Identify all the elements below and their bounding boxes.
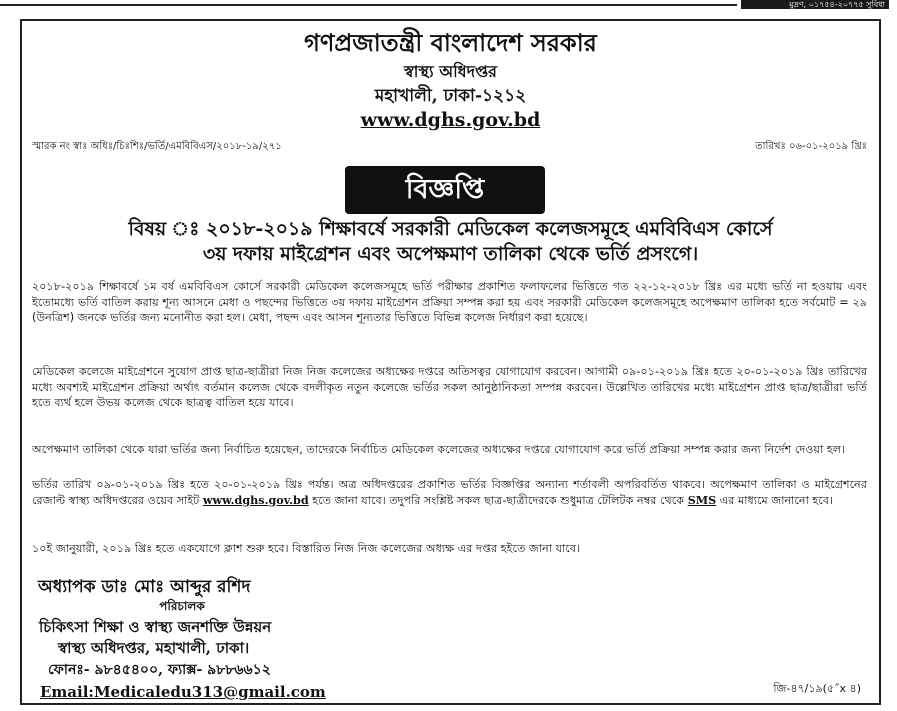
p4-text-a: ভর্তির তারিখ ০৯-০১-২০১৯ খ্রিঃ হতে ২০-০১-২০১৯ খ্রিঃ পর্যন্ত। অত্র অধিদপ্তরের প্রকাশিত ভর্তির বিজ্ঞপ্তির অন্যান্য শর্তাবলী অপরিবর্তিত থাকবে। অপেক্ষমাণ তালিকা ও মাইগ্রেশনের রেজাল্ট স্বাস্থ্য অধিদপ্তরের ওয়েব সাইট [32,478,867,507]
notice-label: বিজ্ঞপ্তি [345,166,545,214]
p4-text-b: হতে জানা যাবে। তদুপরি সংশ্লিষ্ট সকল ছাত্র-ছাত্রীদেরকে শুধুমাত্র টেলিটক নম্বর থেকে [308,493,688,507]
top-rule [0,4,737,6]
signatory-name: অধ্যাপক ডাঃ মোঃ আব্দুর রশিদ [38,577,251,597]
subject-line-2: ৩য় দফায় মাইগ্রেশন এবং অপেক্ষমাণ তালিকা থেকে ভর্তি প্রসংগে। [202,243,699,265]
signatory-unit: চিকিৎসা শিক্ষা ও স্বাস্থ্য জনশক্তি উন্নয়ন [39,618,272,636]
department-name: স্বাস্থ্য অধিদপ্তর [404,62,497,81]
paragraph-selection: ২০১৮-২০১৯ শিক্ষাবর্ষে ১ম বর্ষ এমবিবিএস কোর্সে সরকারী মেডিকেল কলেজসমূহে ভর্তি পরীক্ষার প্রকাশিত ফলাফলের ভিত্তিতে গত ২২-১২-২০১৮ খ্রিঃ এর মধ্যে ভর্তি না হওয়ায় এবং ইতোমধ্যে ভর্তি বাতিল করায় শূন্য আসনে মেধা ও পছন্দের ভিত্তিতে ৩য় দফায় মাইগ্রেশন প্রক্রিয়া সম্পন্ন করা হয় এবং সরকারী মেডিকেল কলেজসমূহে অপেক্ষমাণ তালিকা হতে সর্বমোট = ২৯ (উনত্রিশ) জনকে ভর্তির জন্য মনোনীত করা হল। মেধা, পছন্দ এবং আসন শূন্যতার ভিত্তিতে বিভিন্ন কলেজ নির্ধারণ করা হয়েছে। [32,280,867,325]
office-address: মহাখালী, ঢাকা-১২১২ [374,86,527,106]
top-strip [0,0,897,12]
website-link[interactable]: www.dghs.gov.bd [360,109,541,131]
results-website-link[interactable]: www.dghs.gov.bd [202,492,309,507]
ad-code: জি-৪৭/১৯(৫˝x ৪) [773,682,861,695]
website-heading [22,108,879,132]
paragraph-migration: মেডিকেল কলেজে মাইগ্রেশনে সুযোগ প্রাপ্ত ছাত্র-ছাত্রীরা নিজ নিজ কলেজের অধ্যক্ষের দপ্তরে অতিসত্বর যোগাযোগ করবেন। আগামী ০৯-০১-২০১৯ খ্রিঃ হতে ২০-০১-২০১৯ খ্রিঃ তারিখের মধ্যে অবশ্যই মাইগ্রেশন প্রক্রিয়া অর্থাৎ বর্তমান কলেজ থেকে বদলীকৃত নতুন কলেজে ভর্তির সকল আনুষ্ঠানিকতা সম্পন্ন করবেন। উল্লেখিত তারিখের মধ্যে মাইগ্রেশন প্রাপ্ত ছাত্র/ছাত্রীরা ভর্তি হতে ব্যর্থ হলে উভয় কলেজ থেকে ছাত্রত্ব বাতিল হয়ে যাবে। [32,365,867,410]
contact-email-link[interactable]: Email:Medicaledu313@gmail.com [40,683,326,701]
signatory-designation: পরিচালক [159,599,205,613]
sms-label: SMS [687,492,717,507]
subject-heading [32,217,869,267]
paragraph-waiting-list: অপেক্ষমাণ তালিকা থেকে যারা ভর্তির জন্য নির্বাচিত হয়েছেন, তাদেরকে নির্বাচিত মেডিকেল কলেজের অধ্যক্ষের দপ্তরে যোগাযোগ করে ভর্তি প্রক্রিয়া সম্পন্ন করার জন্য নির্দেশ দেওয়া হল। [32,443,846,456]
paragraph-class-start: ১০ই জানুয়ারী, ২০১৯ খ্রিঃ হতে একযোগে ক্লাশ শুরু হবে। বিস্তারিত নিজ নিজ কলেজের অধ্যক্ষ এর দপ্তর হইতে জানা যাবে। [32,542,581,555]
p4-text-c: এর মাধ্যমে জানানো হবে। [716,493,833,507]
signatory-office: স্বাস্থ্য অধিদপ্তর, মহাখালী, ঢাকা। [58,639,250,657]
top-ad-banner: মুদ্রণ, ০১৭৫৪-২০৭৭৫ সুবিধা [741,0,889,9]
subject-line-1: বিষয় ঃ ২০১৮-২০১৯ শিক্ষাবর্ষে সরকারী মেডিকেল কলেজসমূহে এমবিবিএস কোর্সে [128,218,773,240]
contact-phone-fax: ফোনঃ- ৯৮৪৫৪০০, ফ্যাক্স- ৯৮৮৬৬১২ [48,662,271,678]
notice-frame [20,19,881,705]
paragraph-admission-dates [32,477,867,508]
government-title: গণপ্রজাতন্ত্রী বাংলাদেশ সরকার [304,28,597,57]
memo-reference: স্মারক নং স্বাঃ অধিঃ/চিঃশিঃ/ভর্তি/এমবিবিএস/২০১৮-১৯/২৭১ [32,141,282,152]
memo-date: তারিখঃ ০৬-০১-২০১৯ খ্রিঃ [755,141,867,152]
